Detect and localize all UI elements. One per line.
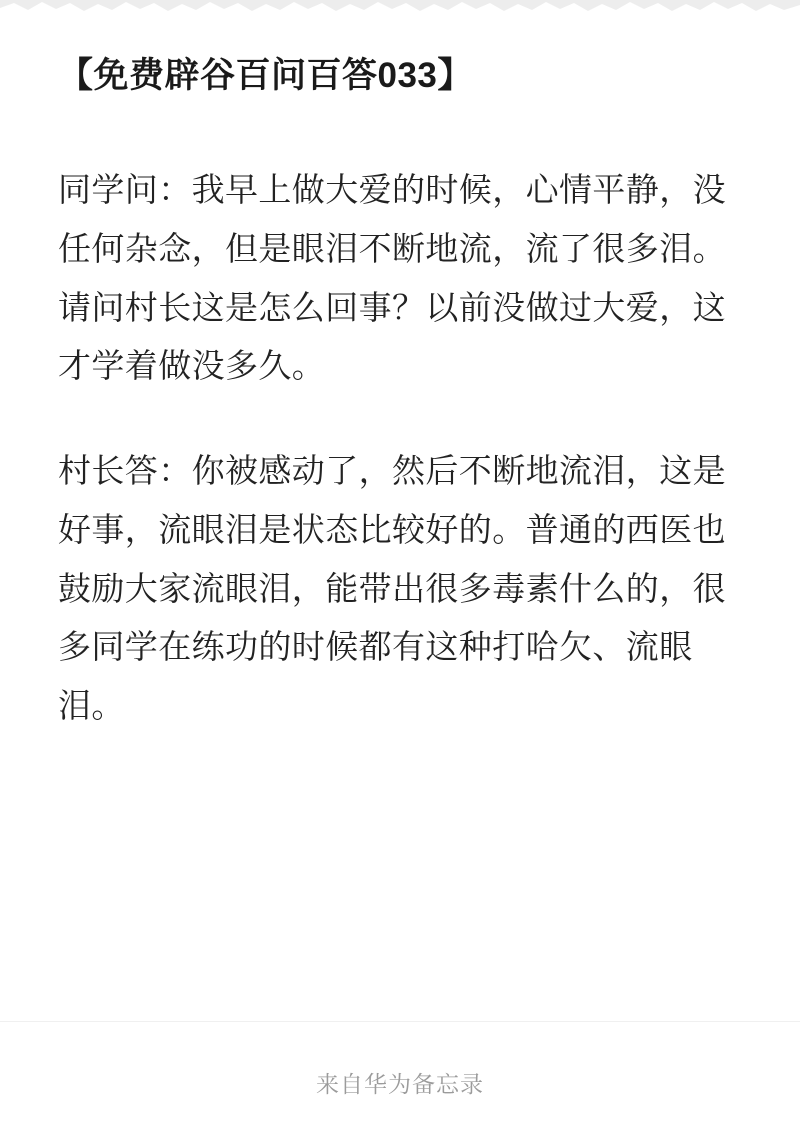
note-paragraph-answer: 村长答：你被感动了，然后不断地流泪，这是好事，流眼泪是状态比较好的。普通的西医也鼓励大家流眼泪，能带出很多毒素什么的，很多同学在练功的时候都有这种打哈欠、流眼泪。 bbox=[58, 452, 726, 725]
footer-divider bbox=[0, 1021, 800, 1022]
torn-paper-edge-decoration bbox=[0, 0, 800, 18]
note-source-label: 来自华为备忘录 bbox=[316, 1070, 484, 1097]
note-footer bbox=[0, 1022, 800, 1142]
note-title: 【免费辟谷百问百答033】 bbox=[58, 56, 473, 95]
note-paragraph-question: 同学问：我早上做大爱的时候，心情平静，没任何杂念，但是眼泪不断地流，流了很多泪。请问村长这是怎么回事？以前没做过大爱，这才学着做没多久。 bbox=[58, 171, 726, 385]
